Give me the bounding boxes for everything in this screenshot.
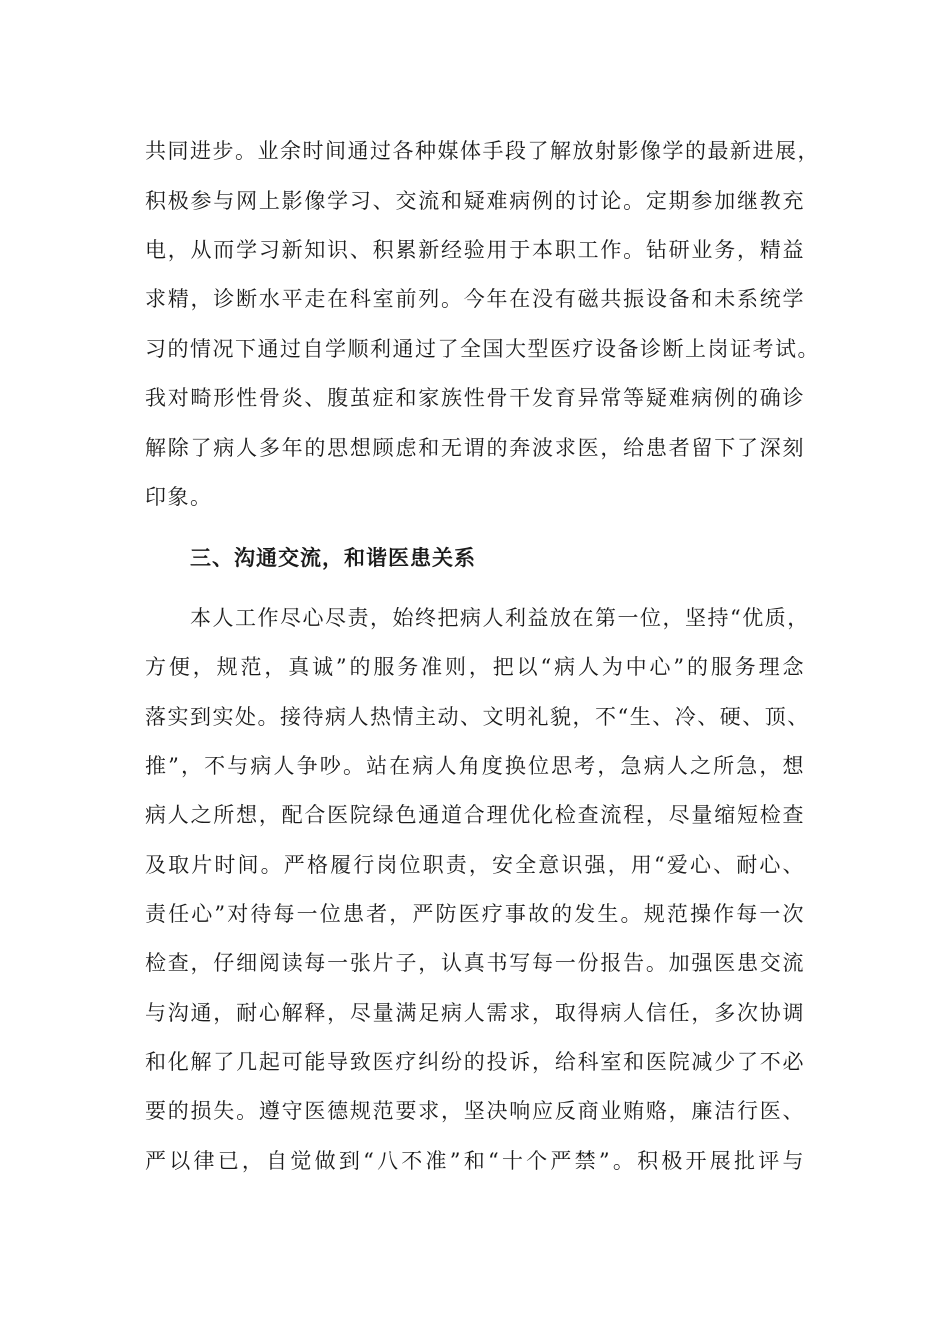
paragraph-line: 求精，诊断水平走在科室前列。今年在没有磁共振设备和未系统学 — [145, 287, 805, 311]
paragraph-line: 推”，不与病人争吵。站在病人角度换位思考，急病人之所急，想 — [145, 754, 805, 778]
paragraph-line: 解除了病人多年的思想顾虑和无谓的奔波求医，给患者留下了深刻 — [145, 436, 805, 460]
paragraph-line: 严以律已，自觉做到“八不准”和“十个严禁”。积极开展批评与 — [145, 1149, 805, 1173]
paragraph-line: 落实到实处。接待病人热情主动、文明礼貌，不“生、冷、硬、顶、 — [145, 705, 810, 729]
paragraph-line: 电，从而学习新知识、积累新经验用于本职工作。钻研业务，精益 — [145, 238, 805, 262]
paragraph-line: 我对畸形性骨炎、腹茧症和家族性骨干发育异常等疑难病例的确诊 — [145, 386, 805, 410]
paragraph-line: 检查，仔细阅读每一张片子，认真书写每一份报告。加强医患交流 — [145, 951, 805, 975]
paragraph-line: 及取片时间。严格履行岗位职责，安全意识强，用“爱心、耐心、 — [145, 853, 805, 877]
paragraph-line: 印象。 — [145, 485, 213, 509]
paragraph-line: 要的损失。遵守医德规范要求，坚决响应反商业贿赂，廉洁行医、 — [145, 1099, 805, 1123]
paragraph-line: 责任心”对待每一位患者，严防医疗事故的发生。规范操作每一次 — [145, 902, 805, 926]
paragraph-line: 共同进步。业余时间通过各种媒体手段了解放射影像学的最新进展， — [145, 139, 820, 163]
paragraph-line: 积极参与网上影像学习、交流和疑难病例的讨论。定期参加继教充 — [145, 189, 805, 213]
paragraph-line: 方便，规范，真诚”的服务准则，把以“病人为中心”的服务理念 — [145, 655, 805, 679]
paragraph-line: 病人之所想，配合医院绿色通道合理优化检查流程，尽量缩短检查 — [145, 803, 805, 827]
paragraph-line: 和化解了几起可能导致医疗纠纷的投诉，给科室和医院减少了不必 — [145, 1050, 805, 1074]
paragraph-line: 本人工作尽心尽责，始终把病人利益放在第一位，坚持“优质， — [190, 606, 810, 630]
paragraph-line: 习的情况下通过自学顺利通过了全国大型医疗设备诊断上岗证考试。 — [145, 337, 820, 361]
paragraph-line: 与沟通，耐心解释，尽量满足病人需求，取得病人信任，多次协调 — [145, 1001, 805, 1025]
section-heading: 三、沟通交流，和谐医患关系 — [190, 546, 476, 570]
